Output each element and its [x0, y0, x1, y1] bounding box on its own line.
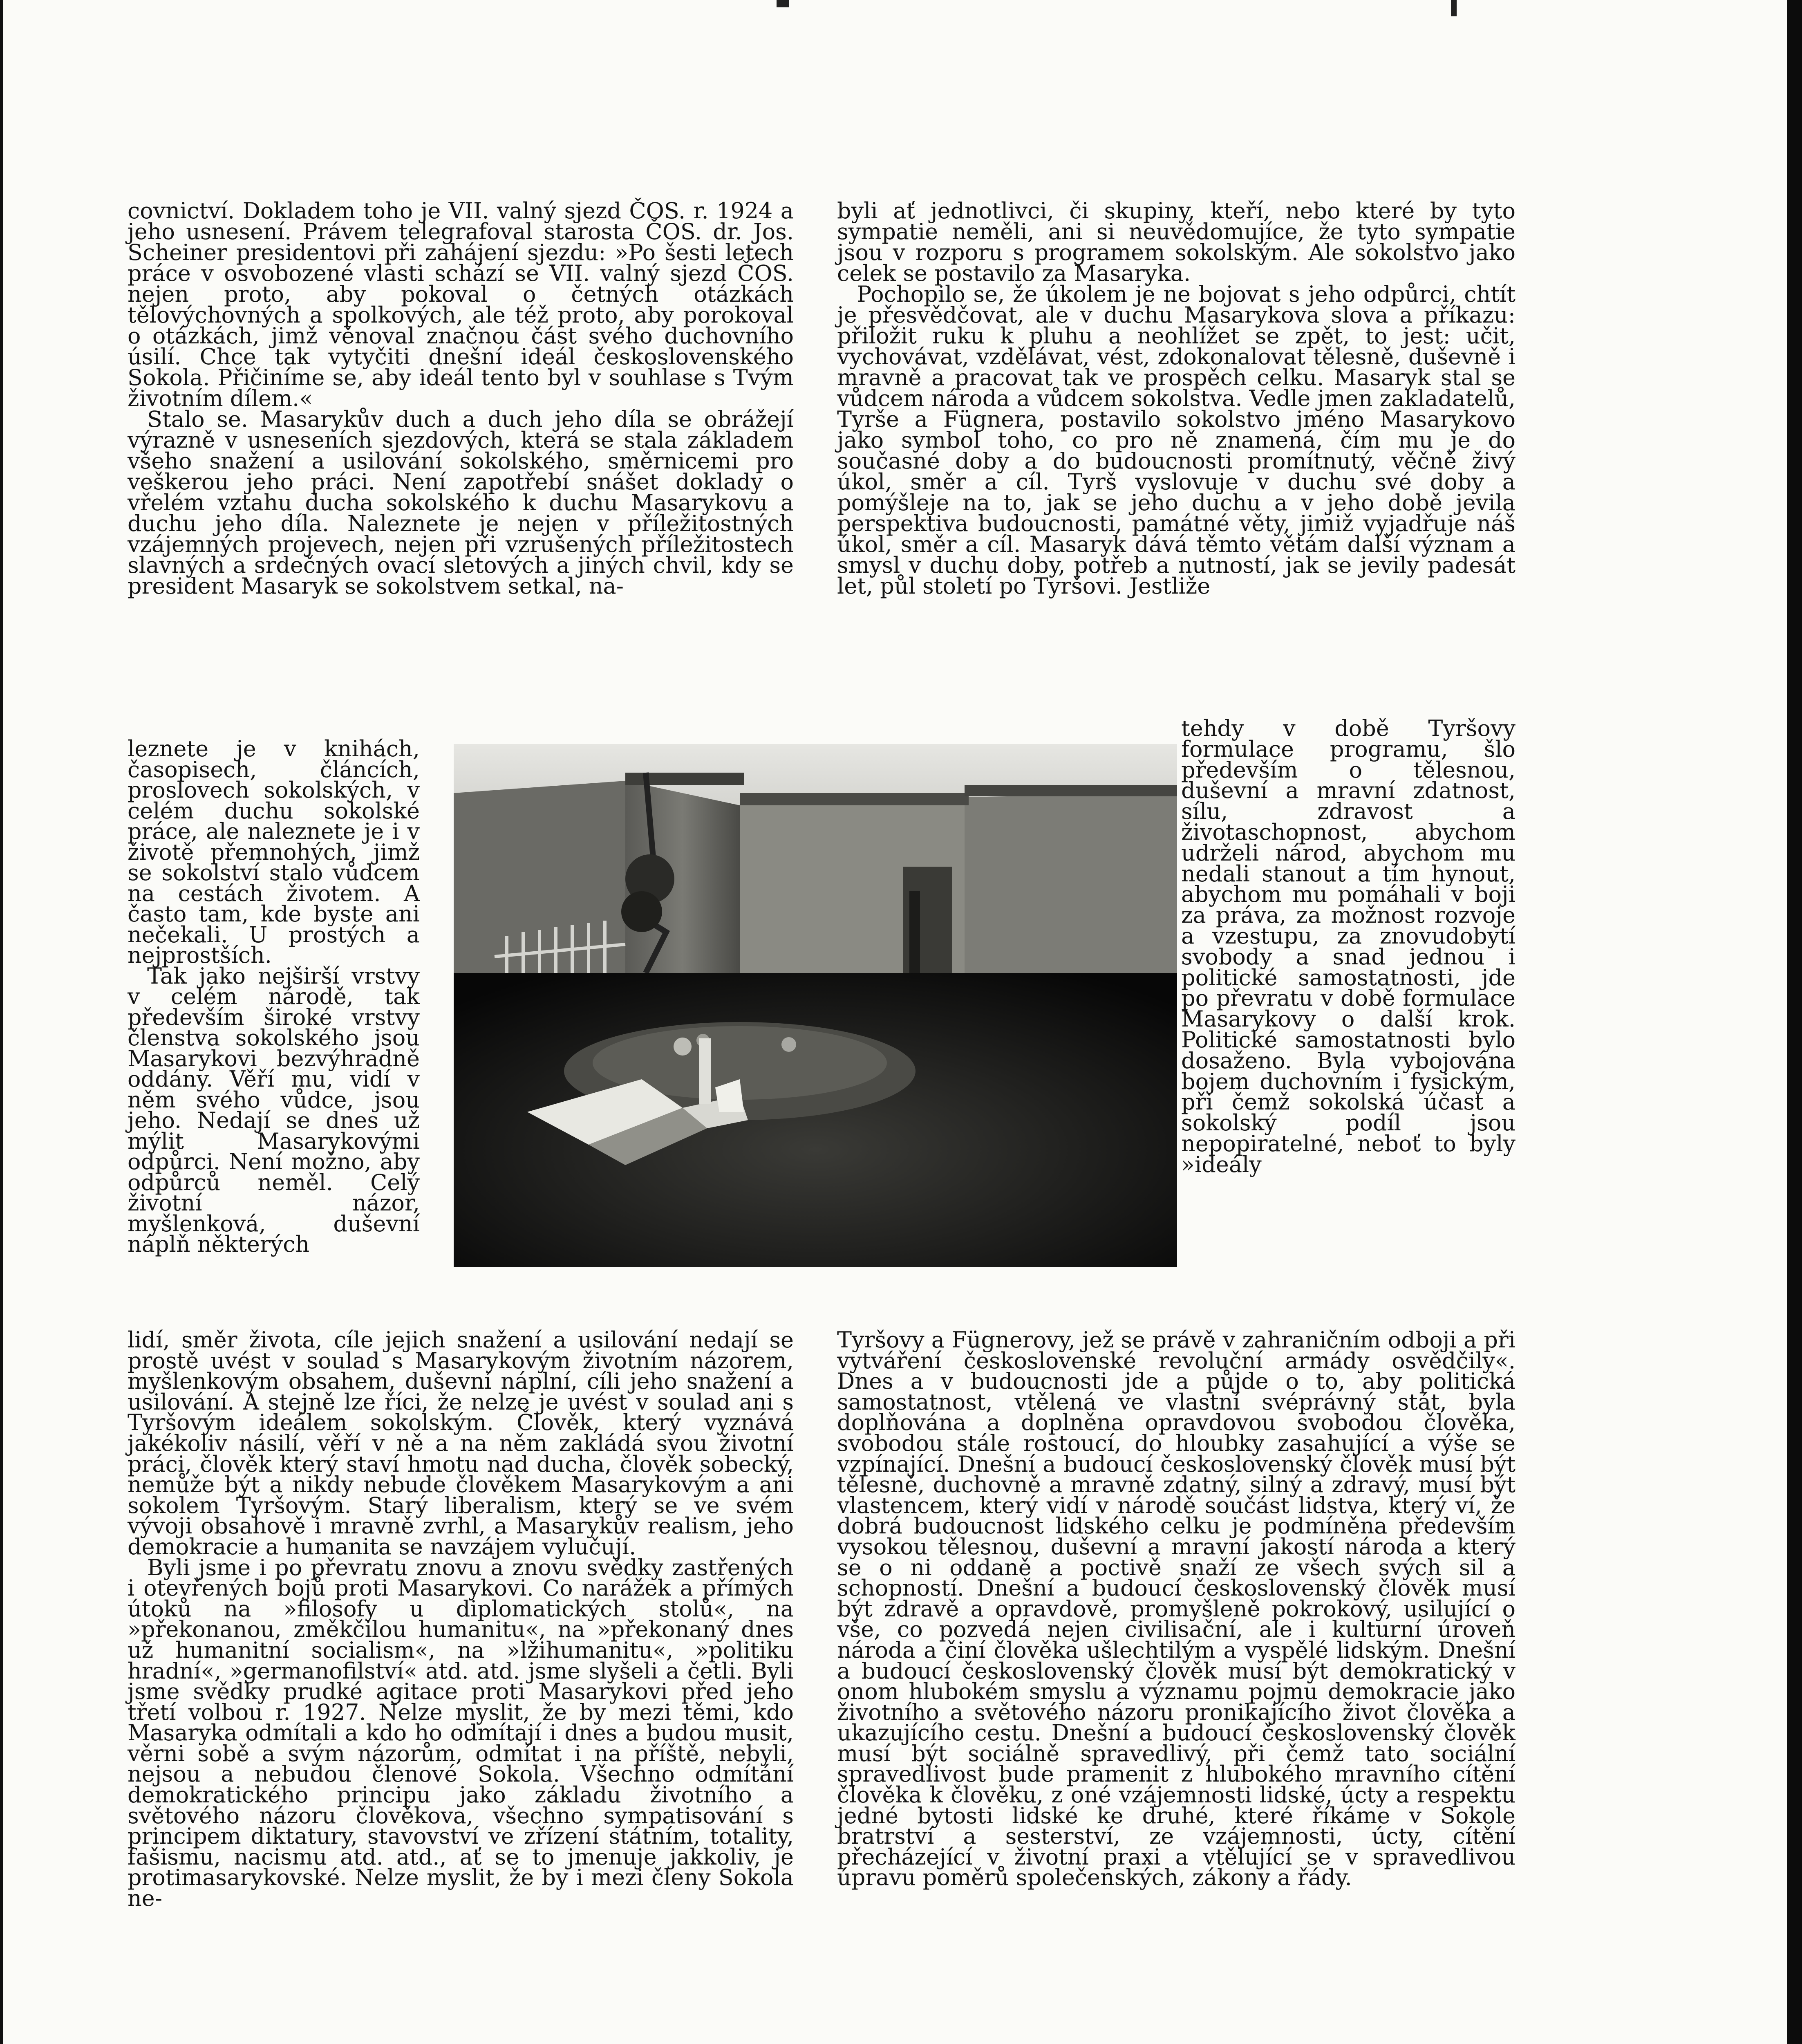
paragraph: covnictví. Dokladem toho je VII. valný sjezd ČOS. r. 1924 a jeho usnesení. Právem telegrafoval starosta ČOS. dr. Jos. Scheiner presidentovi při zahájení sjezdu: »Po šesti letech práce v osvobozené vlasti schází se VII. valný sjezd ČOS. nejen proto, aby pokoval o četných otázkách tělovýchovných a spolkových, ale též proto, aby porokoval o otázkách, jimž věnoval značnou část svého duchovního úsilí. Chce tak vytyčiti dnešní ideál československého Sokola. Přičiníme se, aby ideál tento byl v souhlase s Tvým životním dílem.« — [128, 198, 794, 411]
paragraph: Stalo se. Masarykův duch a duch jeho díla se obrážejí výrazně v usneseních sjezdových, která se stala základem všeho snažení a usilování sokolského, směrnicemi pro veškerou jeho práci. Není zapotřebí snášet doklady o vřelém vztahu ducha sokolského k duchu Masarykovu a duchu jeho díla. Naleznete je nejen v příležitostných vzájemných projevech, nejen při vzrušených příležitostech slavných a srdečných ovací sletových a jiných chvil, kdy se president Masaryk se sokolstvem setkal, na- — [128, 406, 794, 599]
paragraph: byli ať jednotlivci, či skupiny, kteří, nebo které by tyto sympatie neměli, ani si neuvědomujíce, že tyto sympatie jsou v rozporu s programem sokolským. Ale sokolstvo jako celek se postavilo za Masaryka. — [837, 198, 1515, 286]
paragraph: lidí, směr života, cíle jejich snažení a usilování nedají se prostě uvést v soulad s Masarykovým životním názorem, myšlenkovým obsahem, duševní náplní, cíli jeho snažení a usilování. A stejně lze říci, že nelze je uvést v soulad ani s Tyršovým ideálem sokolským. Člověk, který vyznává jakékoliv násilí, věří v ně a na něm zakládá svou životní práci, člověk který staví hmotu nad ducha, člověk sobecký, nemůže být a nikdy nebude člověkem Masarykovým a ani sokolem Tyršovým. Starý liberalism, který se ve svém vývoji obsahově i mravně zvrhl, a Masarykův realism, jeho demokracie a humanita se navzájem vylučují. — [128, 1327, 794, 1560]
paragraph: Byli jsme i po převratu znovu a znovu svědky zastřených i otevřených bojů proti Masarykovi. Co narážek a přímých útoků na »filosofy u diplomatických stolů«, na »překonanou, změkčilou humanitu«, na »překonaný dnes už humanitní socialism«, na »lžihumanitu«, »politiku hradní«, »germanofilství« atd. atd. jsme slyšeli a četli. Byli jsme svědky prudké agitace proti Masarykovi před jeho třetí volbou r. 1927. Nelze myslit, že by mezi těmi, kdo Masaryka odmítali a kdo ho odmítají i dnes a budou musit, věrni sobě a svým názorům, odmítat i na příště, nebyli, nejsou a nebudou členové Sokola. Všechno odmítání demokratického principu jako základu životního a světového názoru člověkova, všechno sympatisování s principem diktatury, stavovství ve zřízení státním, totality, fašismu, nacismu atd. atd., ať se to jmenuje jakkoliv, je protimasarykovské. Nelze myslit, že by i mezi členy Sokola ne- — [128, 1554, 794, 1912]
scan-edge-right — [1787, 0, 1802, 2044]
right-column-top — [837, 198, 1515, 599]
left-wrap-column — [128, 736, 420, 1257]
left-column-top — [128, 198, 794, 599]
left-column-bottom — [128, 1327, 794, 1912]
paragraph: Tak jako nejširší vrstvy v celém národě, tak především široké vrstvy členstva sokolského jsou Masarykovi bezvýhradně oddány. Věří mu, vidí v něm svého vůdce, jsou jeho. Nedají se dnes už mýlit Masarykovými odpůrci. Není možno, aby odpůrců neměl. Celý životní názor, myšlenková, duševní náplň některých — [128, 963, 420, 1257]
scan-mark — [777, 0, 789, 7]
scan-mark — [1451, 0, 1457, 16]
paragraph: Tyršovy a Fügnerovy, jež se právě v zahraničním odboji a při vytváření československé revoluční armády osvědčily«. Dnes a v budoucnosti jde a půjde o to, aby politická samostatnost, vtělená ve vlastní svéprávný stát, byla doplňována a doplněna opravdovou svobodou člověka, svobodou stále rostoucí, do hloubky zasahující a výše se vzpínající. Dnešní a budoucí československý člověk musí být tělesně, duchovně a mravně zdatný, silný a zdravý, musí být vlastencem, který vidí v národě součást lidstva, který ví, že dobrá budoucnost lidského celku je podmíněna především vysokou tělesnou, duševní a mravní jakostí národa a který se o ni oddaně a poctivě snaží ze všech svých sil a schopností. Dnešní a budoucí československý člověk musí být zdravě a opravdově, promyšleně pokrokový, usilující o vše, co pozvedá nejen civilisační, ale i kulturní úroveň národa a činí člověka ušlechtilým a vyspělé lidským. Dnešní a budoucí československý člověk musí být demokratický v onom hlubokém smyslu a významu pojmu demokracie jako životního a světového názoru pronikajícího život člověka a ukazujícího cestu. Dnešní a budoucí československý člověk musí být sociálně spravedlivý, při čemž tato sociální spravedlivost bude pramenit z hlubokého mravního cítění člověka k člověku, z oné vzájemnosti lidské, úcty a respektu jedné bytosti lidské ke druhé, které říkáme v Sokole bratrství a sesterství, ze vzájemnosti, úcty, cítění přecházející v životní praxi a vtělující se v spravedlivou úpravu poměrů společenských, zákony a řády. — [837, 1327, 1515, 1891]
paragraph: leznete je v knihách, časopisech, článcích, proslovech sokolských, v celém duchu sokolské práce, ale naleznete je i v životě přemnohých, jimž se sokolství stalo vůdcem na cestách životem. A často tam, kde byste ani nečekali. U prostých a nejprostších. — [128, 736, 420, 968]
paragraph: tehdy v době Tyršovy formulace programu, šlo především o tělesnou, duševní a mravní zdatnost, sílu, zdravost a životaschopnost, abychom udrželi národ, abychom mu nedali stanout a tím hynout, abychom mu pomáhali v boji za práva, za možnost rozvoje a vzestupu, za znovudobytí svobody a snad jednou i politické samostatnosti, jde po převratu v době formulace Masarykovy o další krok. Politické samostatnosti bylo dosaženo. Byla vybojována bojem duchovním i fysickým, při čemž sokolská účast a sokolský podíl jsou nepopiratelné, neboť to byly »ideály — [1181, 715, 1515, 1177]
paragraph: Pochopilo se, že úkolem je ne bojovat s jeho odpůrci, chtít je přesvědčovat, ale v duchu Masarykova slova a příkazu: přiložit ruku k pluhu a neohlížet se zpět, to jest: učit, vychovávat, vzdělávat, vést, zdokonalovat tělesně, duševně i mravně a pracovat tak ve prospěch celku. Masaryk stal se vůdcem národa a vůdcem sokolstva. Vedle jmen zakladatelů, Tyrše a Fügnera, postavilo sokolstvo jméno Masarykovo jako symbol toho, co pro ně znamená, čím mu je do současné doby a do budoucnosti promítnutý, věčně živý úkol, směr a cíl. Tyrš vyslovuje v duchu své doby a pomýšleje na to, jak se jeho duchu a v jeho době jevila perspektiva budoucnosti, památné věty, jimiž vyjadřuje náš úkol, směr a cíl. Masaryk dává těmto větám další význam a smysl v duchu doby, potřeb a nutností, jak se jevily padesát let, půl století po Tyršovi. Jestliže — [837, 281, 1515, 599]
scan-edge-left — [0, 0, 3, 2044]
photograph-grave — [454, 744, 1177, 1267]
grave-photo-illustration — [454, 744, 1177, 1267]
right-column-bottom — [837, 1327, 1515, 1891]
right-wrap-column — [1181, 715, 1515, 1177]
